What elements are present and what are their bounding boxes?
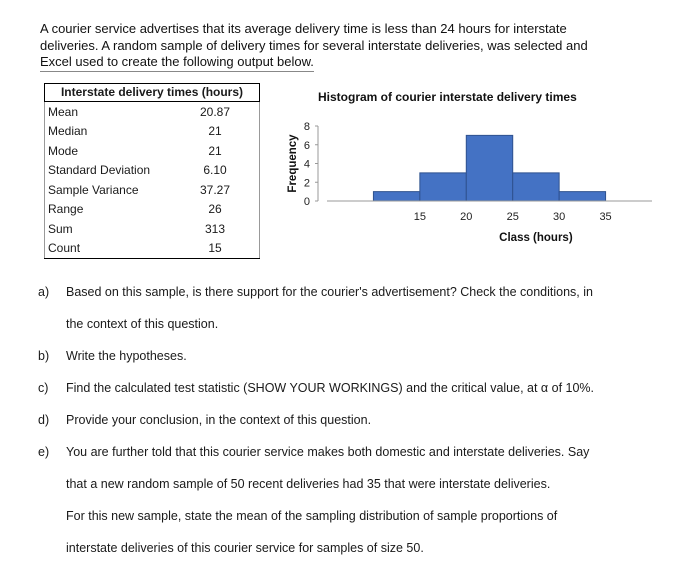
question-item	[38, 436, 668, 564]
stats-row	[45, 200, 260, 220]
stats-row	[45, 102, 260, 122]
question-line: For this new sample, state the mean of the sampling distribution of sample proportions of	[66, 509, 558, 523]
question-line: interstate deliveries of this courier service for samples of size 50.	[66, 541, 424, 555]
question-line: Provide your conclusion, in the context of this question.	[66, 413, 372, 427]
intro-line-3-text: Excel used to create the following output below.	[40, 54, 314, 72]
stats-label: Mean	[45, 102, 172, 122]
x-tick-label: 30	[553, 211, 566, 223]
x-tick-label: 25	[506, 211, 519, 223]
question-line: the context of this question.	[66, 317, 219, 331]
histogram-bar	[420, 173, 466, 201]
stats-label: Median	[45, 122, 172, 142]
question-line: You are further told that this courier service makes both domestic and interstate deliveries. Say	[66, 445, 590, 459]
intro-line-1: A courier service advertises that its average delivery time is less than 24 hours for interstate	[40, 21, 567, 36]
x-tick-label: 35	[599, 211, 612, 223]
question-text	[66, 340, 668, 372]
question-item	[38, 276, 668, 340]
histogram-chart	[280, 108, 665, 258]
question-item	[38, 404, 668, 436]
question-text	[66, 372, 668, 404]
stats-value: 20.87	[171, 102, 260, 122]
histogram-bar	[373, 192, 419, 201]
stats-row	[45, 239, 260, 259]
stats-table-body	[45, 102, 260, 259]
stats-table-title: Interstate delivery times (hours)	[44, 83, 260, 102]
x-axis-label: Class (hours)	[499, 232, 573, 244]
stats-row	[45, 141, 260, 161]
question-item	[38, 340, 668, 372]
stats-table	[44, 83, 260, 259]
histogram-bar	[466, 135, 512, 201]
y-tick-label: 0	[303, 196, 310, 208]
x-tick-label: 15	[413, 211, 426, 223]
question-line: Write the hypotheses.	[66, 349, 187, 363]
stats-row	[45, 219, 260, 239]
stats-value: 21	[171, 141, 260, 161]
stats-value: 21	[171, 122, 260, 142]
stats-row	[45, 122, 260, 142]
y-tick-label: 8	[303, 121, 310, 133]
intro-line-2: deliveries. A random sample of delivery times for several interstate deliveries, was selected and	[40, 37, 588, 53]
stats-value: 6.10	[171, 161, 260, 181]
question-line: Based on this sample, is there support for the courier's advertisement? Check the conditions, in	[66, 285, 593, 299]
stats-row	[45, 161, 260, 181]
question-text	[66, 404, 668, 436]
y-axis-label: Frequency	[287, 134, 299, 193]
stats-label: Count	[45, 239, 172, 259]
y-tick-label: 6	[303, 139, 310, 152]
stats-label: Standard Deviation	[45, 161, 172, 181]
y-tick-label: 2	[303, 177, 310, 190]
stats-value: 15	[171, 239, 260, 259]
x-tick-label: 20	[460, 211, 473, 223]
question-line: that a new random sample of 50 recent deliveries had 35 that were interstate deliveries.	[66, 477, 551, 491]
question-line: Find the calculated test statistic (SHOW YOUR WORKINGS) and the critical value, at α of 10%.	[66, 381, 595, 395]
stats-label: Mode	[45, 141, 172, 161]
question-letter: b)	[38, 349, 50, 363]
chart-title: Histogram of courier interstate delivery times	[318, 90, 577, 104]
question-letter: a)	[38, 285, 50, 299]
intro-line-3	[40, 54, 650, 72]
question-text	[66, 276, 668, 340]
question-text	[66, 436, 668, 564]
histogram-bar	[559, 192, 605, 201]
question-letter: c)	[38, 381, 49, 395]
question-letter: d)	[38, 413, 50, 427]
question-item	[38, 372, 668, 404]
stats-value: 26	[171, 200, 260, 220]
stats-label: Sample Variance	[45, 180, 172, 200]
question-letter: e)	[38, 445, 50, 459]
question-list	[38, 276, 668, 564]
histogram-bar	[513, 173, 559, 201]
stats-value: 37.27	[171, 180, 260, 200]
stats-row	[45, 180, 260, 200]
stats-value: 313	[171, 219, 260, 239]
y-tick-label: 4	[303, 158, 310, 171]
stats-label: Sum	[45, 219, 172, 239]
stats-label: Range	[45, 200, 172, 220]
intro-paragraph	[40, 21, 650, 72]
